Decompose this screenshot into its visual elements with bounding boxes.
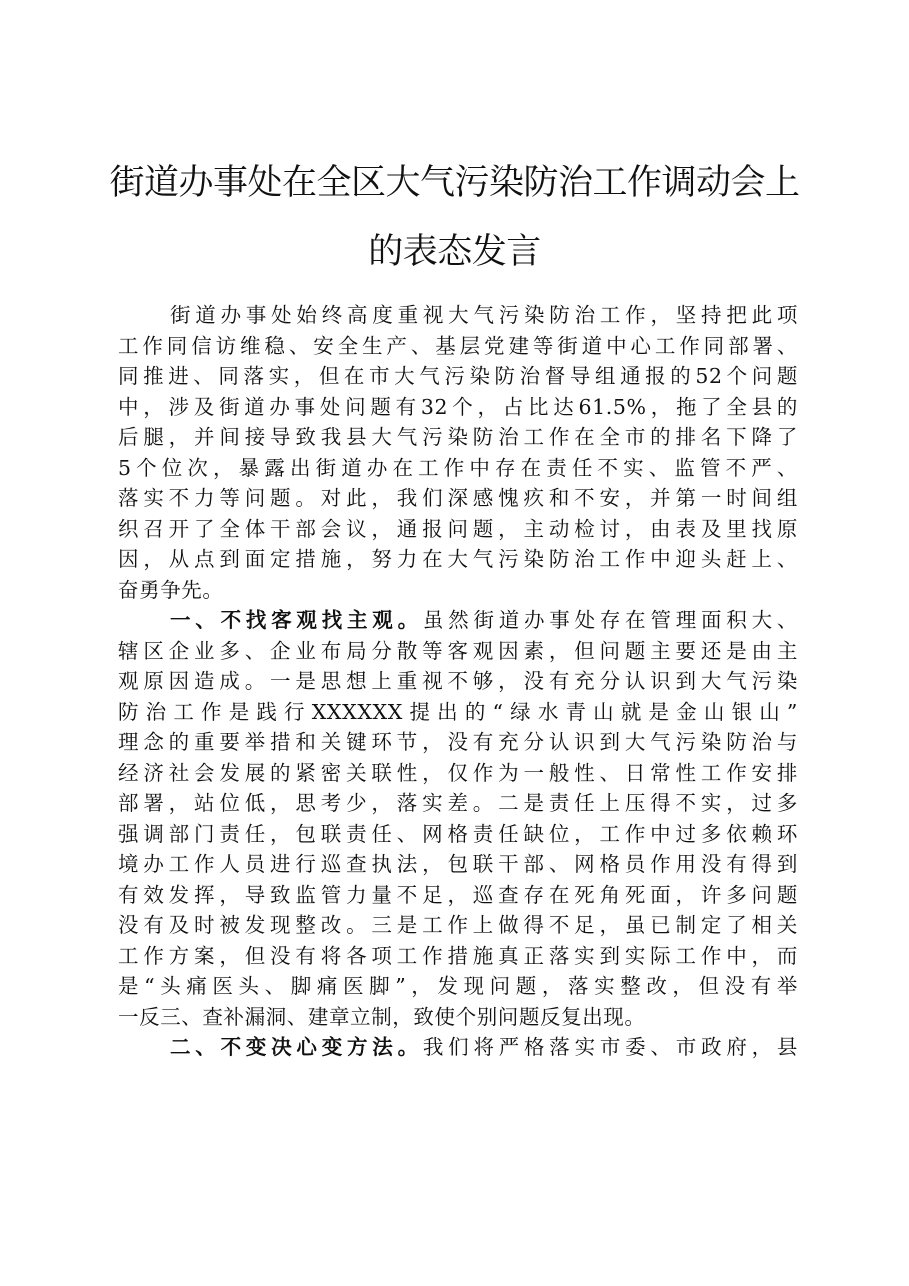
- text-line: 落实不力等问题。对此，我们深感愧疚和不安，并第一时间组: [118, 486, 798, 510]
- text-line: 经济社会发展的紧密关联性，仅作为一般性、日常性工作安排: [118, 760, 798, 785]
- text-run: 我们将严格落实市委、市政府，县: [422, 1035, 798, 1059]
- text-line: 是“头痛医头、脚痛医脚”，发现问题，落实整改，但没有举: [118, 974, 798, 998]
- section-heading: 二、不变决心变方法。: [170, 1035, 423, 1059]
- text-line: 没有及时被发现整改。三是工作上做得不足，虽已制定了相关: [118, 913, 798, 937]
- text-line: 织召开了全体干部会议，通报问题，主动检讨，由表及里找原: [118, 516, 798, 541]
- text-line: 5个位次，暴露出街道办在工作中存在责任不实、监管不严、: [118, 455, 798, 480]
- text-line: 奋勇争先。: [118, 577, 224, 602]
- text-line: 后腿，并间接导致我县大气污染防治工作在全市的排名下降了: [118, 425, 798, 449]
- text-line: 部署，站位低，思考少，落实差。二是责任上压得不实，过多: [118, 791, 798, 815]
- paragraph-intro: [118, 300, 798, 605]
- text-line: 辖区企业多、企业布局分散等客观因素，但问题主要还是由主: [118, 638, 798, 663]
- section-heading: 一、不找客观找主观。: [170, 608, 423, 632]
- document-title-line-1: 街道办事处在全区大气污染防治工作调动会上: [109, 163, 800, 203]
- text-line: 强调部门责任，包联责任、网格责任缺位，工作中过多依赖环: [118, 821, 798, 846]
- text-line: 同推进、同落实，但在市大气污染防治督导组通报的52个问题: [118, 364, 798, 388]
- text-line: 一反三、查补漏洞、建章立制，致使个别问题反复出现。: [118, 1004, 646, 1029]
- text-line: 因，从点到面定措施，努力在大气污染防治工作中迎头赶上、: [118, 547, 798, 571]
- text-line: 理念的重要举措和关键环节，没有充分认识到大气污染防治与: [118, 730, 798, 754]
- text-line-with-heading: [118, 605, 798, 636]
- text-line: 有效发挥，导致监管力量不足，巡查存在死角死面，许多问题: [118, 882, 798, 907]
- text-line: 街道办事处始终高度重视大气污染防治工作，坚持把此项: [170, 303, 798, 327]
- text-line: 工作同信访维稳、安全生产、基层党建等街道中心工作同部署、: [118, 333, 798, 358]
- text-line: 工作方案，但没有将各项工作措施真正落实到实际工作中，而: [118, 943, 798, 968]
- text-line: 中，涉及街道办事处问题有32个，占比达61.5%，拖了全县的: [118, 394, 798, 419]
- text-line: 防治工作是践行XXXXXX提出的“绿水青山就是金山银山”: [118, 699, 798, 724]
- paragraph-section-1: [118, 605, 798, 1032]
- text-line: 境办工作人员进行巡查执法，包联干部、网格员作用没有得到: [118, 852, 798, 876]
- text-line-with-heading: [118, 1032, 798, 1063]
- document-body: [118, 300, 798, 1063]
- text-run: 虽然街道办事处存在管理面积大、: [422, 608, 798, 632]
- text-line: 观原因造成。一是思想上重视不够，没有充分认识到大气污染: [118, 669, 798, 693]
- document-title-line-2: 的表态发言: [368, 232, 541, 272]
- paragraph-section-2: [118, 1032, 798, 1063]
